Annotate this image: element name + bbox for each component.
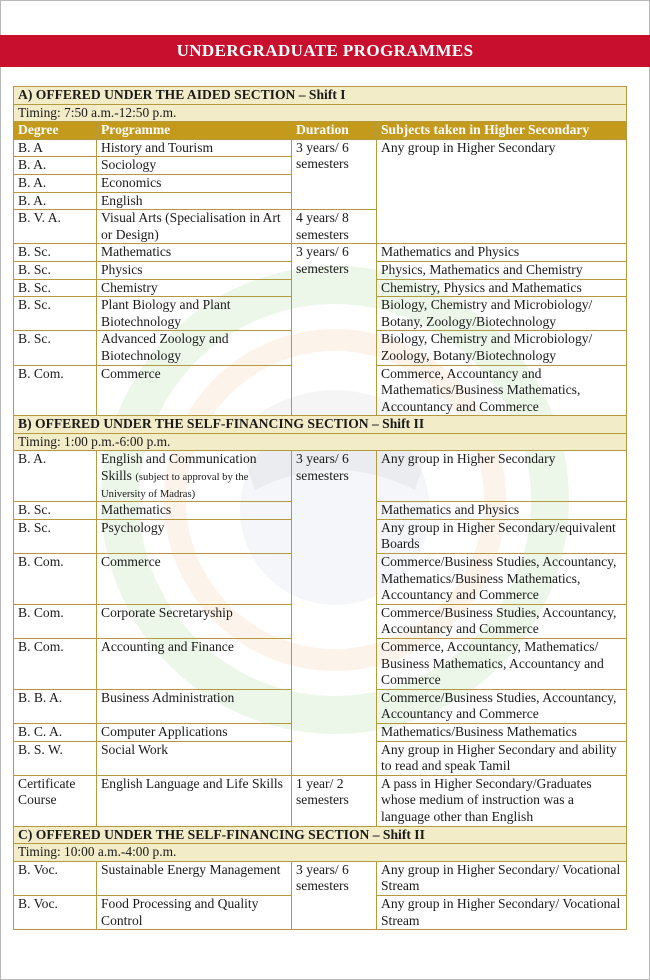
programme-cell: Corporate Secretaryship xyxy=(97,604,292,638)
subjects-cell: Any group in Higher Secondary/equivalent Boards xyxy=(377,519,627,553)
page-banner: UNDERGRADUATE PROGRAMMES xyxy=(0,35,650,67)
programme-cell: Advanced Zoology and Biotechnology xyxy=(97,331,292,365)
programme-name: English and Communication Skills xyxy=(101,451,257,484)
section-b-title: B) OFFERED UNDER THE SELF-FINANCING SECTION – Shift II xyxy=(14,416,627,434)
duration-cell: 4 years/ 8 semesters xyxy=(292,210,377,244)
degree-cell: B. B. A. xyxy=(14,689,97,723)
degree-cell: B. Sc. xyxy=(14,261,97,279)
degree-cell: B. C. A. xyxy=(14,723,97,741)
duration-cell: 3 years/ 6 semesters xyxy=(292,861,377,929)
programme-cell: History and Tourism xyxy=(97,139,292,157)
subjects-cell: Mathematics and Physics xyxy=(377,502,627,520)
programme-cell: Sustainable Energy Management xyxy=(97,861,292,895)
programme-cell: Psychology xyxy=(97,519,292,553)
degree-cell: B. A. xyxy=(14,174,97,192)
subjects-cell: Commerce/Business Studies, Accountancy, Accountancy and Commerce xyxy=(377,604,627,638)
degree-cell: B. Sc. xyxy=(14,244,97,262)
programme-cell: Mathematics xyxy=(97,244,292,262)
degree-cell: B. Voc. xyxy=(14,895,97,929)
degree-cell: B. Com. xyxy=(14,639,97,690)
table-row xyxy=(14,451,627,502)
table-row xyxy=(14,861,627,895)
section-a-timing: Timing: 7:50 a.m.-12:50 p.m. xyxy=(14,104,627,122)
section-a-title: A) OFFERED UNDER THE AIDED SECTION – Shift I xyxy=(14,87,627,105)
programme-cell: English Language and Life Skills xyxy=(97,775,292,826)
degree-cell: B. Com. xyxy=(14,554,97,605)
degree-cell: B. Sc. xyxy=(14,279,97,297)
degree-cell: B. Sc. xyxy=(14,297,97,331)
programme-cell: Computer Applications xyxy=(97,723,292,741)
degree-cell: B. Com. xyxy=(14,365,97,416)
programme-cell: Mathematics xyxy=(97,502,292,520)
programme-cell: Economics xyxy=(97,174,292,192)
programme-cell: Plant Biology and Plant Biotechnology xyxy=(97,297,292,331)
programme-cell: Sociology xyxy=(97,157,292,175)
table-row xyxy=(14,139,627,157)
degree-cell: B. A. xyxy=(14,451,97,502)
section-b-timing: Timing: 1:00 p.m.-6:00 p.m. xyxy=(14,433,627,451)
subjects-cell: Commerce, Accountancy and Mathematics/Business Mathematics, Accountancy and Commerce xyxy=(377,365,627,416)
programme-cell: Food Processing and Quality Control xyxy=(97,895,292,929)
programme-cell: English xyxy=(97,192,292,210)
duration-cell: 3 years/ 6 semesters xyxy=(292,244,377,416)
degree-cell: B. V. A. xyxy=(14,210,97,244)
subjects-cell: Any group in Higher Secondary/ Vocational Stream xyxy=(377,861,627,895)
header-subjects: Subjects taken in Higher Secondary xyxy=(377,122,627,140)
degree-cell: B. A. xyxy=(14,157,97,175)
programme-cell xyxy=(97,451,292,502)
programme-cell: Commerce xyxy=(97,365,292,416)
header-duration: Duration xyxy=(292,122,377,140)
header-degree: Degree xyxy=(14,122,97,140)
subjects-cell: Commerce, Accountancy, Mathematics/ Business Mathematics, Accountancy and Commerce xyxy=(377,639,627,690)
subjects-cell: Any group in Higher Secondary xyxy=(377,451,627,502)
degree-cell: B. Com. xyxy=(14,604,97,638)
subjects-cell: A pass in Higher Secondary/Graduates whose medium of instruction was a language other than English xyxy=(377,775,627,826)
header-programme: Programme xyxy=(97,122,292,140)
table-row xyxy=(14,775,627,826)
duration-cell: 3 years/ 6 semesters xyxy=(292,139,377,209)
programme-cell: Physics xyxy=(97,261,292,279)
degree-cell: B. A xyxy=(14,139,97,157)
subjects-cell: Commerce/Business Studies, Accountancy, Mathematics/Business Mathematics, Accountancy and Commerce xyxy=(377,554,627,605)
duration-cell: 1 year/ 2 semesters xyxy=(292,775,377,826)
subjects-cell: Biology, Chemistry and Microbiology/ Botany, Zoology/Biotechnology xyxy=(377,297,627,331)
subjects-cell: Mathematics and Physics xyxy=(377,244,627,262)
subjects-cell: Commerce/Business Studies, Accountancy, Accountancy and Commerce xyxy=(377,689,627,723)
subjects-cell: Any group in Higher Secondary and ability to read and speak Tamil xyxy=(377,741,627,775)
degree-cell: B. Sc. xyxy=(14,502,97,520)
duration-cell: 3 years/ 6 semesters xyxy=(292,451,377,775)
programme-cell: Chemistry xyxy=(97,279,292,297)
subjects-cell: Chemistry, Physics and Mathematics xyxy=(377,279,627,297)
programme-cell: Business Administration xyxy=(97,689,292,723)
section-c-title: C) OFFERED UNDER THE SELF-FINANCING SECTION – Shift II xyxy=(14,826,627,844)
approval-note: (subject to approval by the University of Madras) xyxy=(101,472,249,500)
section-c-timing: Timing: 10:00 a.m.-4:00 p.m. xyxy=(14,844,627,862)
degree-cell: B. A. xyxy=(14,192,97,210)
programme-cell: Commerce xyxy=(97,554,292,605)
subjects-cell: Mathematics/Business Mathematics xyxy=(377,723,627,741)
programme-cell: Accounting and Finance xyxy=(97,639,292,690)
degree-cell: B. Sc. xyxy=(14,519,97,553)
subjects-cell: Any group in Higher Secondary xyxy=(377,139,627,244)
degree-cell: B. Sc. xyxy=(14,331,97,365)
programme-cell: Social Work xyxy=(97,741,292,775)
subjects-cell: Physics, Mathematics and Chemistry xyxy=(377,261,627,279)
programme-cell: Visual Arts (Specialisation in Art or Design) xyxy=(97,210,292,244)
degree-cell: B. Voc. xyxy=(14,861,97,895)
subjects-cell: Biology, Chemistry and Microbiology/ Zoology, Botany/Biotechnology xyxy=(377,331,627,365)
programmes-table xyxy=(13,86,627,930)
degree-cell: B. S. W. xyxy=(14,741,97,775)
subjects-cell: Any group in Higher Secondary/ Vocational Stream xyxy=(377,895,627,929)
table-row xyxy=(14,244,627,262)
degree-cell: Certificate Course xyxy=(14,775,97,826)
